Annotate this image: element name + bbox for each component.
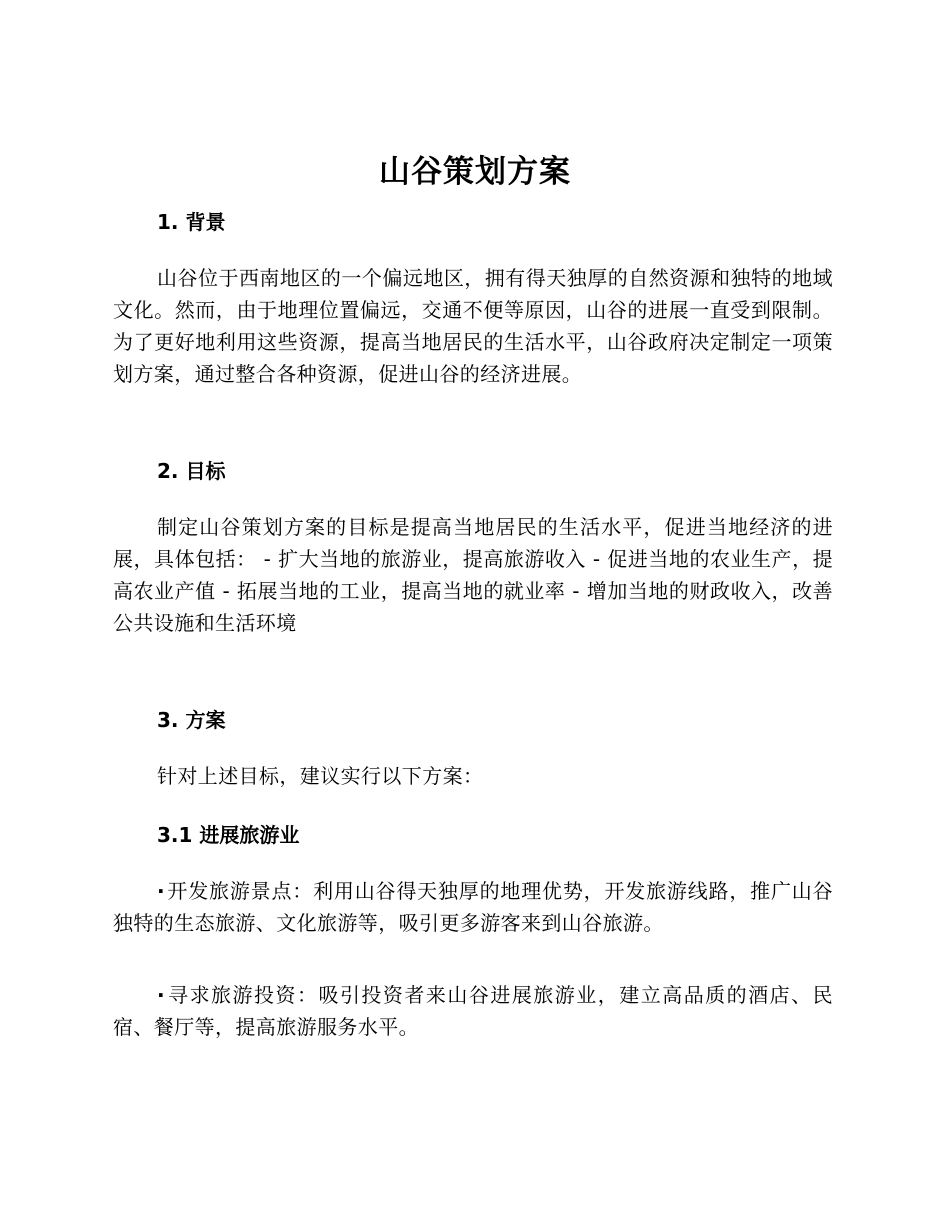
document-title: 山谷策划方案	[379, 154, 571, 190]
bullet-dot-icon: ·	[157, 879, 165, 903]
bullet-dot-icon: ·	[157, 983, 165, 1007]
section-heading-tourism: 3.1 进展旅游业	[157, 823, 300, 847]
section-heading-background: 1. 背景	[157, 210, 226, 234]
background-paragraph: 山谷位于西南地区的一个偏远地区，拥有得天独厚的自然资源和独特的地域文化。然而，由于地理位置偏远，交通不便等原因，山谷的进展一直受到限制。为了更好地利用这些资源，提高当地居民的生活水平，山谷政府决定制定一项策划方案，通过整合各种资源，促进山谷的经济进展。	[113, 266, 833, 386]
tourism-bullet-item	[113, 875, 833, 939]
tourism-bullet-text: 开发旅游景点：利用山谷得天独厚的地理优势，开发旅游线路，推广山谷独特的生态旅游、文化旅游等，吸引更多游客来到山谷旅游。	[113, 879, 833, 935]
tourism-bullet-text: 寻求旅游投资：吸引投资者来山谷进展旅游业，建立高品质的酒店、民宿、餐厅等，提高旅游服务水平。	[113, 983, 833, 1039]
section-heading-goal: 2. 目标	[157, 459, 226, 483]
section-heading-plan: 3. 方案	[157, 708, 226, 732]
tourism-bullet-item	[113, 979, 833, 1043]
goal-paragraph: 制定山谷策划方案的目标是提高当地居民的生活水平，促进当地经济的进展，具体包括： - 扩大当地的旅游业，提高旅游收入 - 促进当地的农业生产，提高农业产值 - 拓展当地的工业，提高当地的就业率 - 增加当地的财政收入，改善公共设施和生活环境	[113, 515, 833, 635]
plan-intro-paragraph: 针对上述目标，建议实行以下方案：	[157, 764, 484, 788]
